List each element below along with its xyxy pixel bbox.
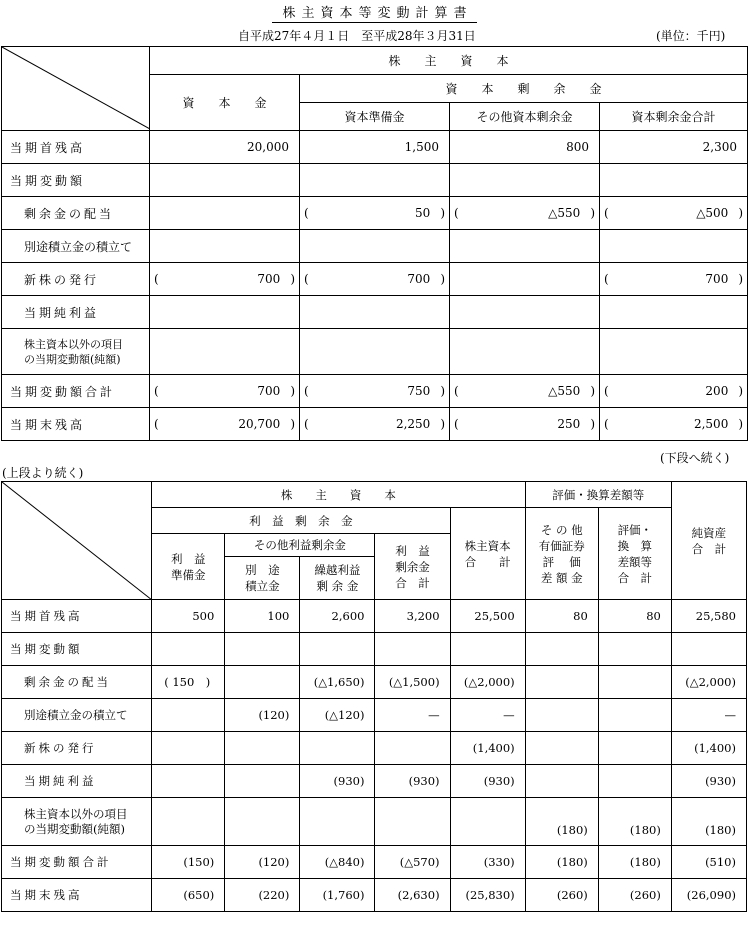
cell-value: (1,760) [300, 879, 375, 912]
cell-cap [150, 296, 300, 329]
cell-value: (260) [525, 879, 598, 912]
cell-value: 25,580 [671, 600, 746, 633]
cell-tot [600, 164, 748, 197]
cell-tot: ( △500 ) [600, 197, 748, 230]
cell-value: 3,200 [375, 600, 450, 633]
header-valuation-total: 評価・ 換 算 差額等 合 計 [598, 508, 671, 600]
cell-value [525, 666, 598, 699]
cell-res: ( 700 ) [300, 263, 450, 296]
cell-value [525, 765, 598, 798]
table-row [2, 666, 747, 699]
cell-value [375, 732, 450, 765]
cell-value: (△120) [300, 699, 375, 732]
cell-value [525, 633, 598, 666]
header-legal-reserve: 利 益 準備金 [152, 534, 225, 600]
cell-cap [150, 197, 300, 230]
cell-value: (△1,650) [300, 666, 375, 699]
period: 自平成27年４月１日 至平成28年３月31日 [238, 29, 476, 43]
cell-value: (180) [525, 846, 598, 879]
corner-cell [2, 47, 150, 131]
cell-value [152, 732, 225, 765]
cell-value: (260) [598, 879, 671, 912]
table-row [2, 329, 748, 375]
cell-value: (2,630) [375, 879, 450, 912]
row-label: 新株の発行 [2, 263, 150, 296]
cell-value: (930) [671, 765, 746, 798]
cell-value: 500 [152, 600, 225, 633]
table-row [2, 131, 748, 164]
header-special-reserve: 別 途 積立金 [225, 557, 300, 600]
cell-value [450, 633, 525, 666]
row-label: 当期末残高 [2, 879, 152, 912]
header-capital-reserve: 資本準備金 [300, 103, 450, 131]
table-row [2, 230, 748, 263]
row-label: 当期変動額 [2, 633, 152, 666]
cell-tot: ( 2,500 ) [600, 408, 748, 441]
cell-oth [450, 164, 600, 197]
cell-value: (△2,000) [671, 666, 746, 699]
cell-cap: ( 700 ) [150, 263, 300, 296]
cell-value: 80 [525, 600, 598, 633]
table-row [2, 633, 747, 666]
cell-value [375, 633, 450, 666]
cell-value [225, 798, 300, 846]
header-shareholder-equity: 株 主 資 本 [150, 47, 748, 75]
header-capital-surplus: 資 本 剰 余 金 [300, 75, 748, 103]
cell-res: 1,500 [300, 131, 450, 164]
header-carried-forward: 繰越利益 剰 余 金 [300, 557, 375, 600]
row-label: 当期純利益 [2, 765, 152, 798]
cell-res: ( 750 ) [300, 375, 450, 408]
header-retained-total: 利 益 剰余金 合 計 [375, 534, 450, 600]
cell-value [598, 666, 671, 699]
row-label: 当期首残高 [2, 600, 152, 633]
cell-value: (180) [671, 798, 746, 846]
cell-tot [600, 296, 748, 329]
table-row [2, 197, 748, 230]
cell-value [450, 798, 525, 846]
cell-value: (△570) [375, 846, 450, 879]
cell-value: (180) [525, 798, 598, 846]
cell-value [300, 732, 375, 765]
continued-from: (上段より続く) [2, 466, 84, 480]
cell-value: 25,500 [450, 600, 525, 633]
cell-value: (330) [450, 846, 525, 879]
cell-value [225, 732, 300, 765]
table-row [2, 879, 747, 912]
cell-oth [450, 296, 600, 329]
table-row [2, 798, 747, 846]
cell-value: (1,400) [450, 732, 525, 765]
cell-value [225, 633, 300, 666]
row-label: 当期首残高 [2, 131, 150, 164]
cell-oth [450, 263, 600, 296]
row-label: 当期末残高 [2, 408, 150, 441]
header-retained-earnings: 利 益 剰 余 金 [152, 508, 450, 534]
cell-cap: ( 20,700 ) [150, 408, 300, 441]
header-net-assets: 純資産 合 計 [671, 482, 746, 600]
document-title: 株主資本等変動計算書 [0, 2, 749, 23]
cell-value [300, 633, 375, 666]
cell-res [300, 329, 450, 375]
header-capital: 資 本 金 [150, 75, 300, 131]
cell-value [598, 732, 671, 765]
cell-value [598, 765, 671, 798]
header-equity-total: 株主資本 合 計 [450, 508, 525, 600]
table-row [2, 732, 747, 765]
cell-value [525, 699, 598, 732]
cell-oth: ( 250 ) [450, 408, 600, 441]
cell-value [598, 699, 671, 732]
upper-table [1, 46, 748, 441]
row-label: 当期変動額合計 [2, 846, 152, 879]
cell-value: (150) [152, 846, 225, 879]
cell-value: (1,400) [671, 732, 746, 765]
cell-value: — [671, 699, 746, 732]
table-row [2, 263, 748, 296]
cell-value: (180) [598, 846, 671, 879]
cell-value: 100 [225, 600, 300, 633]
unit-label: (単位：千円) [656, 29, 726, 43]
cell-value: (650) [152, 879, 225, 912]
cell-oth [450, 230, 600, 263]
cell-value: ( 150 ) [152, 666, 225, 699]
cell-res [300, 296, 450, 329]
row-label: 別途積立金の積立て [2, 699, 152, 732]
cell-value [225, 765, 300, 798]
cell-tot: ( 200 ) [600, 375, 748, 408]
table-row [2, 699, 747, 732]
cell-value [671, 633, 746, 666]
row-label: 新株の発行 [2, 732, 152, 765]
cell-cap: 20,000 [150, 131, 300, 164]
header-capital-surplus-total: 資本剰余金合計 [600, 103, 748, 131]
corner-cell-lower [2, 482, 152, 600]
cell-tot [600, 230, 748, 263]
cell-value: (26,090) [671, 879, 746, 912]
cell-value [375, 798, 450, 846]
cell-value: (930) [375, 765, 450, 798]
cell-value: (930) [450, 765, 525, 798]
table-row [2, 408, 748, 441]
cell-oth [450, 329, 600, 375]
cell-value: (△840) [300, 846, 375, 879]
cell-value: (△2,000) [450, 666, 525, 699]
cell-tot: ( 700 ) [600, 263, 748, 296]
cell-oth: ( △550 ) [450, 375, 600, 408]
table-row [2, 164, 748, 197]
row-label: 剰余金の配当 [2, 666, 152, 699]
cell-value [300, 798, 375, 846]
cell-value [152, 633, 225, 666]
cell-value: (120) [225, 699, 300, 732]
cell-value [525, 732, 598, 765]
header-other-capital-surplus: その他資本剰余金 [450, 103, 600, 131]
cell-value: 80 [598, 600, 671, 633]
cell-cap: ( 700 ) [150, 375, 300, 408]
header-securities-valuation: そ の 他 有価証券 評 価 差 額 金 [525, 508, 598, 600]
cell-cap [150, 329, 300, 375]
table-row [2, 846, 747, 879]
header-valuation: 評価・換算差額等 [525, 482, 671, 508]
row-label: 当期変動額 [2, 164, 150, 197]
table-row [2, 296, 748, 329]
lower-table [1, 481, 747, 912]
cell-value [598, 633, 671, 666]
cell-value: (930) [300, 765, 375, 798]
cell-value [152, 798, 225, 846]
table-row [2, 375, 748, 408]
cell-res: ( 50 ) [300, 197, 450, 230]
cell-value: (510) [671, 846, 746, 879]
cell-value: 2,600 [300, 600, 375, 633]
cell-value: (220) [225, 879, 300, 912]
cell-value [152, 699, 225, 732]
cell-value: — [375, 699, 450, 732]
row-label: 株主資本以外の項目 の当期変動額(純額) [2, 798, 152, 846]
cell-value: (180) [598, 798, 671, 846]
cell-cap [150, 164, 300, 197]
table-row [2, 765, 747, 798]
row-label: 剰余金の配当 [2, 197, 150, 230]
continued-to: (下段へ続く) [660, 451, 730, 465]
cell-tot: 2,300 [600, 131, 748, 164]
cell-value [225, 666, 300, 699]
cell-value: (25,830) [450, 879, 525, 912]
cell-tot [600, 329, 748, 375]
row-label: 別途積立金の積立て [2, 230, 150, 263]
header-other-retained: その他利益剰余金 [225, 534, 375, 557]
cell-res [300, 164, 450, 197]
cell-oth: 800 [450, 131, 600, 164]
cell-value: (120) [225, 846, 300, 879]
cell-value [152, 765, 225, 798]
cell-res: ( 2,250 ) [300, 408, 450, 441]
row-label: 株主資本以外の項目 の当期変動額(純額) [2, 329, 150, 375]
row-label: 当期純利益 [2, 296, 150, 329]
table-row [2, 600, 747, 633]
cell-res [300, 230, 450, 263]
header-shareholder-equity-lower: 株 主 資 本 [152, 482, 525, 508]
cell-oth: ( △550 ) [450, 197, 600, 230]
cell-cap [150, 230, 300, 263]
row-label: 当期変動額合計 [2, 375, 150, 408]
cell-value: — [450, 699, 525, 732]
cell-value: (△1,500) [375, 666, 450, 699]
